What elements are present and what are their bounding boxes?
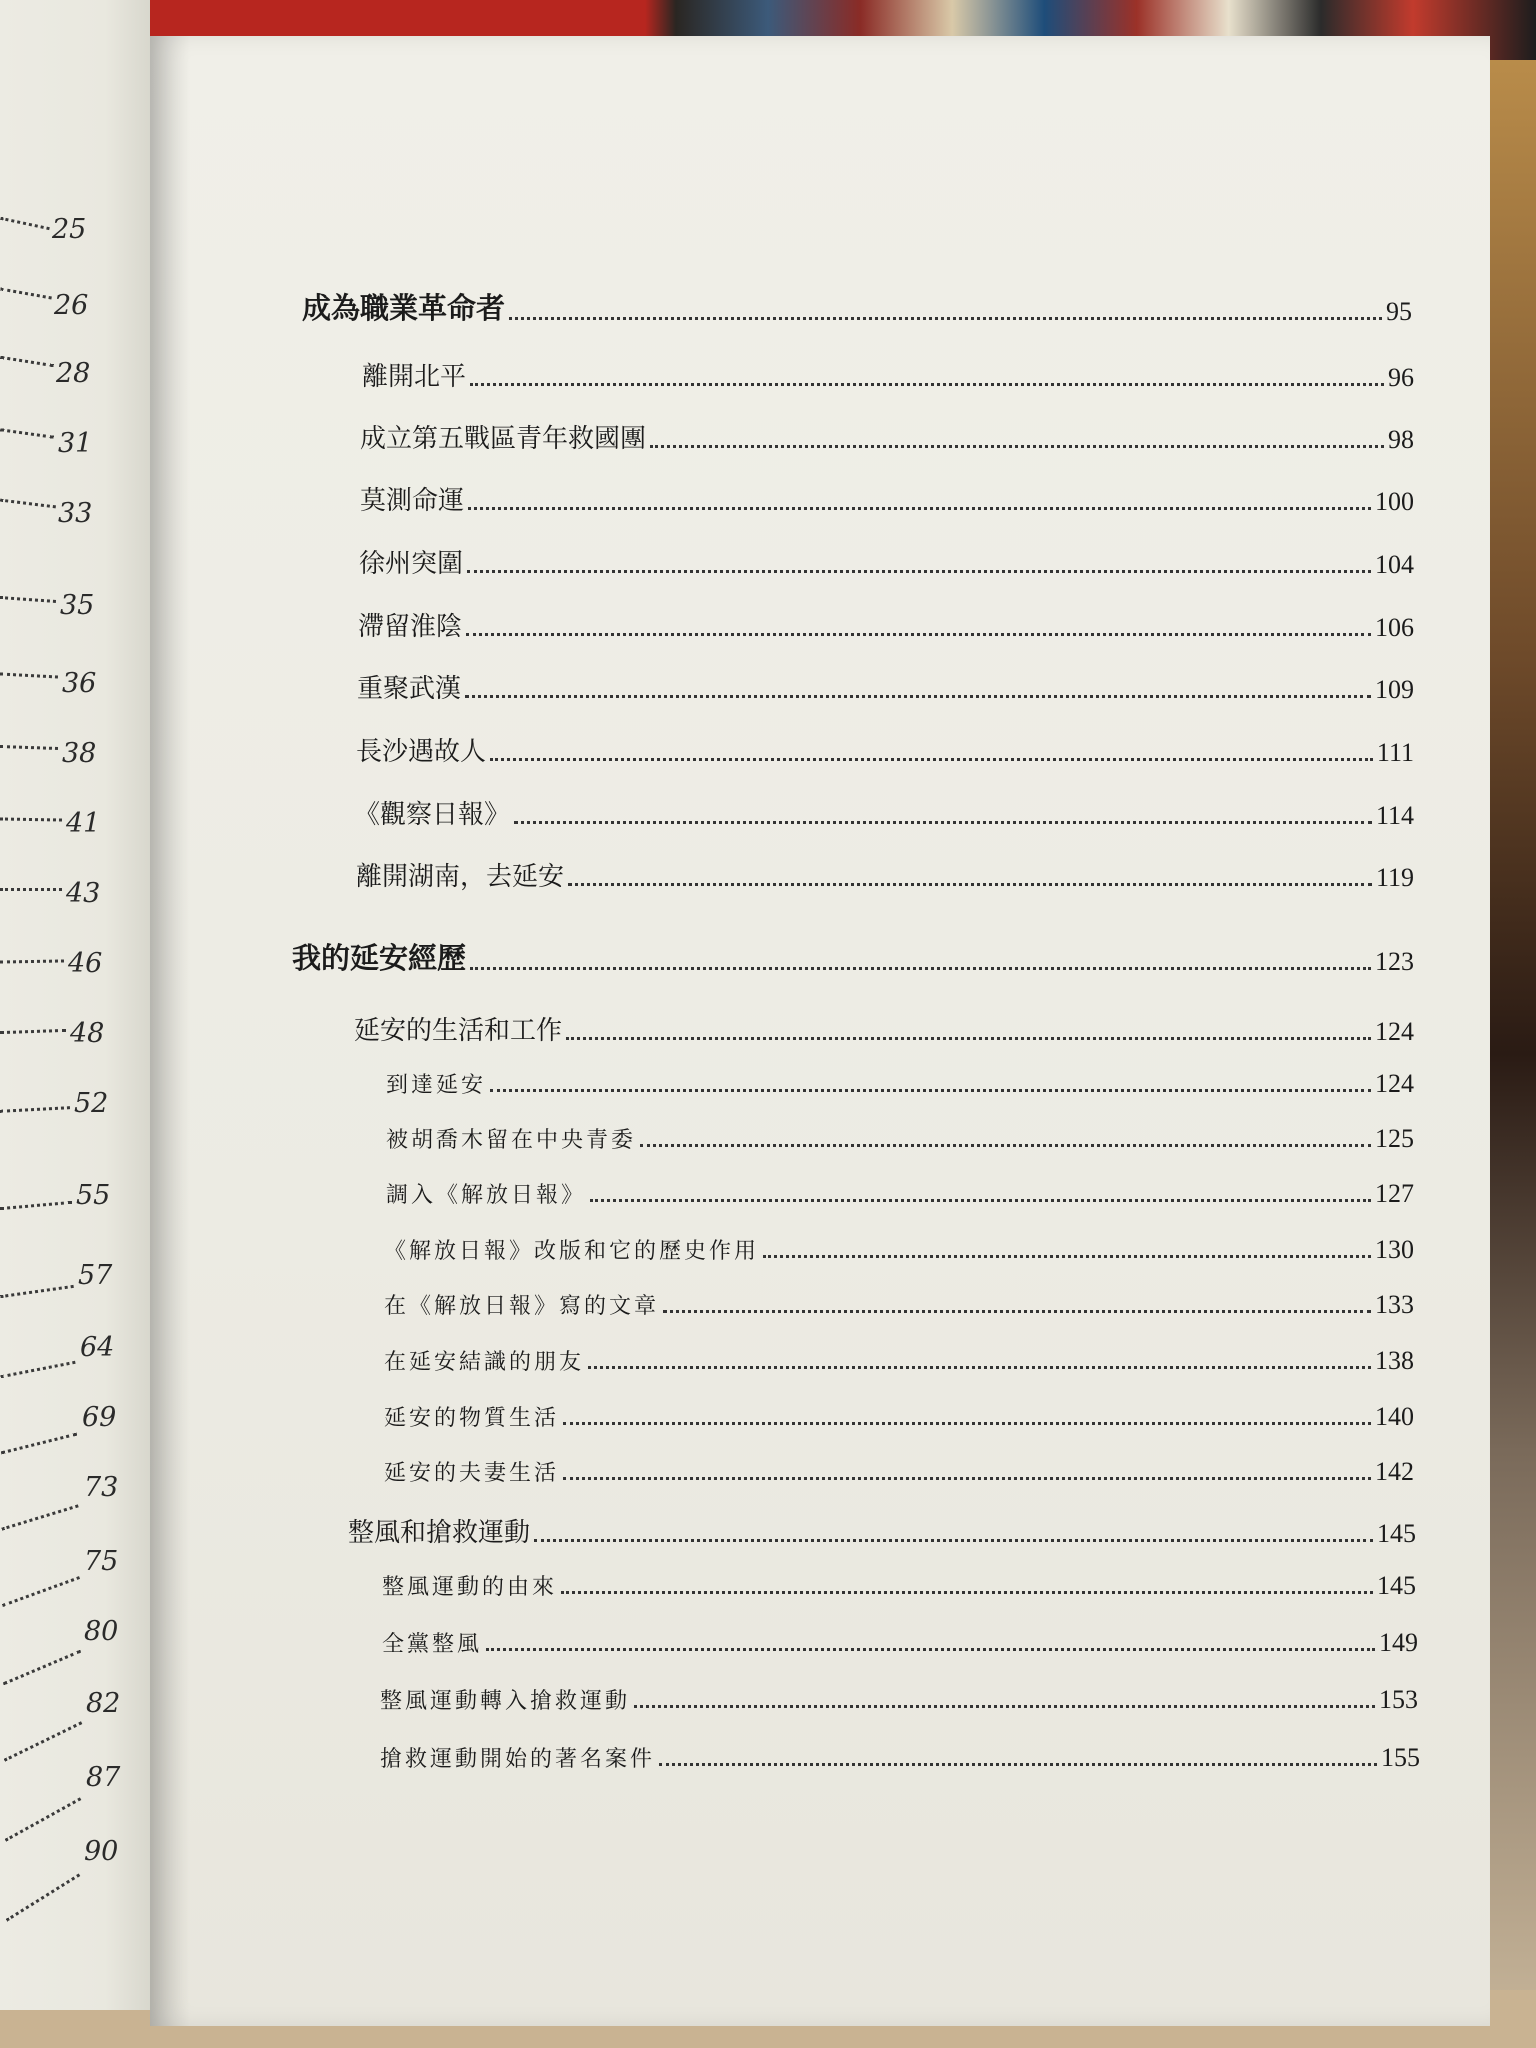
leader-dots	[0, 1201, 72, 1210]
leader-dots	[470, 967, 1371, 970]
chapter-title: 成為職業革命者	[302, 291, 506, 325]
entry-title: 重聚武漢	[357, 674, 462, 704]
subentry-title: 在《解放日報》寫的文章	[384, 1294, 660, 1319]
entry-page-number: 109	[1375, 675, 1414, 704]
toc-subentry[interactable]	[384, 1456, 1414, 1487]
entry-title: 延安的生活和工作	[354, 1016, 563, 1046]
subentry-title: 整風運動的由來	[382, 1575, 558, 1600]
toc-subentry[interactable]	[386, 1123, 1414, 1154]
leader-dots	[0, 1106, 70, 1113]
left-page-number: 26	[54, 290, 89, 321]
entry-page-number: 106	[1375, 613, 1414, 642]
left-page-number: 33	[58, 498, 93, 529]
leader-dots	[590, 1199, 1371, 1202]
leader-dots	[534, 1539, 1373, 1542]
toc-subentry[interactable]	[380, 1684, 1418, 1715]
leader-dots	[3, 1650, 81, 1686]
subentry-title: 搶救運動開始的著名案件	[380, 1747, 656, 1772]
entry-page-number: 104	[1375, 550, 1414, 579]
toc-subentry[interactable]	[382, 1627, 1418, 1658]
toc-entry[interactable]	[356, 856, 1414, 893]
left-page-number: 82	[86, 1688, 121, 1719]
leader-dots	[588, 1366, 1371, 1369]
toc-subentry[interactable]	[386, 1068, 1414, 1099]
leader-dots	[465, 695, 1371, 698]
toc-page	[150, 36, 1490, 2026]
toc-subentry[interactable]	[384, 1345, 1414, 1376]
subentry-title: 延安的夫妻生活	[384, 1461, 560, 1486]
left-page-number: 90	[84, 1836, 119, 1867]
leader-dots	[659, 1763, 1377, 1766]
subentry-page-number: 133	[1375, 1290, 1414, 1319]
subentry-title: 被胡喬木留在中央青委	[386, 1128, 637, 1153]
left-page-number: 35	[60, 590, 95, 621]
subentry-title: 整風運動轉入搶救運動	[380, 1689, 631, 1714]
entry-title: 長沙遇故人	[356, 737, 487, 767]
leader-dots	[0, 888, 62, 891]
subentry-page-number: 125	[1375, 1124, 1414, 1153]
page-gutter	[150, 36, 190, 2026]
entry-page-number: 124	[1375, 1017, 1414, 1046]
leader-dots	[763, 1255, 1371, 1258]
entry-page-number: 114	[1375, 801, 1414, 830]
toc-entry[interactable]	[357, 668, 1414, 705]
toc-subentry[interactable]	[386, 1178, 1414, 1209]
subentry-page-number: 145	[1377, 1571, 1416, 1600]
entry-title: 莫測命運	[360, 486, 465, 516]
subentry-page-number: 155	[1381, 1743, 1420, 1772]
leader-dots	[466, 633, 1371, 636]
toc-subentry[interactable]	[382, 1570, 1416, 1601]
entry-title: 滯留淮陰	[358, 612, 463, 642]
leader-dots	[0, 499, 56, 509]
subentry-title: 延安的物質生活	[384, 1406, 560, 1431]
left-page-number: 31	[58, 428, 93, 459]
left-facing-page	[0, 0, 150, 2010]
toc-entry[interactable]	[348, 1512, 1416, 1549]
subentry-title: 《解放日報》改版和它的歷史作用	[384, 1239, 760, 1264]
left-page-number: 25	[52, 214, 87, 245]
leader-dots	[0, 817, 62, 821]
left-page-number: 52	[74, 1088, 109, 1119]
toc-subentry[interactable]	[384, 1401, 1414, 1432]
entry-title: 成立第五戰區青年救國團	[360, 424, 647, 454]
toc-entry[interactable]	[360, 418, 1414, 455]
entry-title: 《觀察日報》	[354, 800, 511, 830]
entry-page-number: 98	[1388, 425, 1414, 454]
left-page-number: 46	[68, 948, 103, 979]
leader-dots	[0, 1285, 74, 1298]
leader-dots	[563, 1422, 1371, 1425]
leader-dots	[0, 1361, 75, 1378]
left-page-number: 41	[66, 808, 101, 839]
leader-dots	[467, 570, 1371, 573]
subentry-title: 在延安結識的朋友	[384, 1350, 585, 1375]
leader-dots	[470, 383, 1384, 386]
toc-subentry[interactable]	[384, 1234, 1414, 1265]
leader-dots	[468, 507, 1371, 510]
subentry-title: 全黨整風	[382, 1632, 483, 1657]
leader-dots	[634, 1705, 1375, 1708]
leader-dots	[650, 445, 1384, 448]
toc-chapter[interactable]	[292, 936, 1414, 977]
leader-dots	[561, 1591, 1373, 1594]
left-page-number: 28	[56, 358, 91, 389]
toc-entry[interactable]	[362, 356, 1414, 393]
leader-dots	[1, 1504, 78, 1530]
leader-dots	[486, 1648, 1375, 1651]
toc-entry[interactable]	[359, 543, 1414, 580]
toc-entry[interactable]	[358, 606, 1414, 643]
toc-chapter[interactable]	[302, 286, 1412, 327]
entry-page-number: 111	[1376, 738, 1414, 767]
leader-dots	[509, 317, 1382, 320]
subentry-page-number: 140	[1375, 1402, 1414, 1431]
subentry-page-number: 138	[1375, 1346, 1414, 1375]
leader-dots	[563, 1477, 1371, 1480]
left-page-number: 55	[76, 1180, 111, 1211]
entry-page-number: 119	[1375, 863, 1414, 892]
leader-dots	[1, 1433, 77, 1455]
chapter-title: 我的延安經歷	[292, 941, 467, 975]
entry-page-number: 145	[1377, 1519, 1416, 1548]
leader-dots	[640, 1144, 1371, 1147]
leader-dots	[490, 758, 1373, 761]
leader-dots	[0, 428, 54, 438]
subentry-title: 到達延安	[386, 1073, 487, 1098]
left-page-number: 73	[84, 1472, 119, 1503]
entry-title: 離開湖南，去延安	[356, 862, 565, 892]
toc-subentry[interactable]	[384, 1289, 1414, 1320]
toc-subentry[interactable]	[380, 1742, 1420, 1773]
toc-entry[interactable]	[354, 1010, 1414, 1047]
left-page-number: 36	[62, 668, 97, 699]
chapter-page-number: 123	[1375, 947, 1414, 976]
leader-dots	[514, 821, 1372, 824]
chapter-page-number: 95	[1386, 297, 1412, 326]
left-page-number: 38	[62, 738, 97, 769]
subentry-page-number: 130	[1375, 1235, 1414, 1264]
left-page-number: 69	[82, 1402, 117, 1433]
leader-dots	[0, 356, 54, 367]
leader-dots	[0, 672, 58, 678]
leader-dots	[566, 1037, 1371, 1040]
left-page-number: 48	[70, 1018, 105, 1049]
leader-dots	[663, 1310, 1371, 1313]
left-page-number: 57	[78, 1260, 113, 1291]
leader-dots	[0, 959, 64, 963]
leader-dots	[5, 1797, 82, 1841]
leader-dots	[0, 288, 52, 300]
leader-dots	[6, 1873, 81, 1921]
leader-dots	[0, 217, 50, 230]
leader-dots	[490, 1089, 1371, 1092]
left-page-number: 80	[84, 1616, 119, 1647]
entry-title: 離開北平	[362, 362, 467, 392]
entry-page-number: 100	[1375, 487, 1414, 516]
subentry-page-number: 142	[1375, 1457, 1414, 1486]
subentry-title: 調入《解放日報》	[386, 1183, 587, 1208]
toc-entry[interactable]	[360, 480, 1414, 517]
leader-dots	[0, 596, 56, 603]
left-page-number: 43	[66, 878, 101, 909]
left-page-number: 75	[84, 1546, 119, 1577]
subentry-page-number: 149	[1379, 1628, 1418, 1657]
subentry-page-number: 124	[1375, 1069, 1414, 1098]
leader-dots	[4, 1721, 83, 1761]
left-page-number: 87	[86, 1762, 121, 1793]
subentry-page-number: 153	[1379, 1685, 1418, 1714]
toc-entry[interactable]	[354, 794, 1414, 831]
entry-title: 徐州突圍	[359, 549, 464, 579]
leader-dots	[0, 1029, 66, 1034]
leader-dots	[2, 1576, 80, 1607]
leader-dots	[568, 883, 1372, 886]
entry-title: 整風和搶救運動	[348, 1518, 531, 1548]
left-page-number: 64	[80, 1332, 115, 1363]
toc-entry[interactable]	[356, 731, 1414, 768]
subentry-page-number: 127	[1375, 1179, 1414, 1208]
entry-page-number: 96	[1388, 363, 1414, 392]
leader-dots	[0, 745, 58, 750]
